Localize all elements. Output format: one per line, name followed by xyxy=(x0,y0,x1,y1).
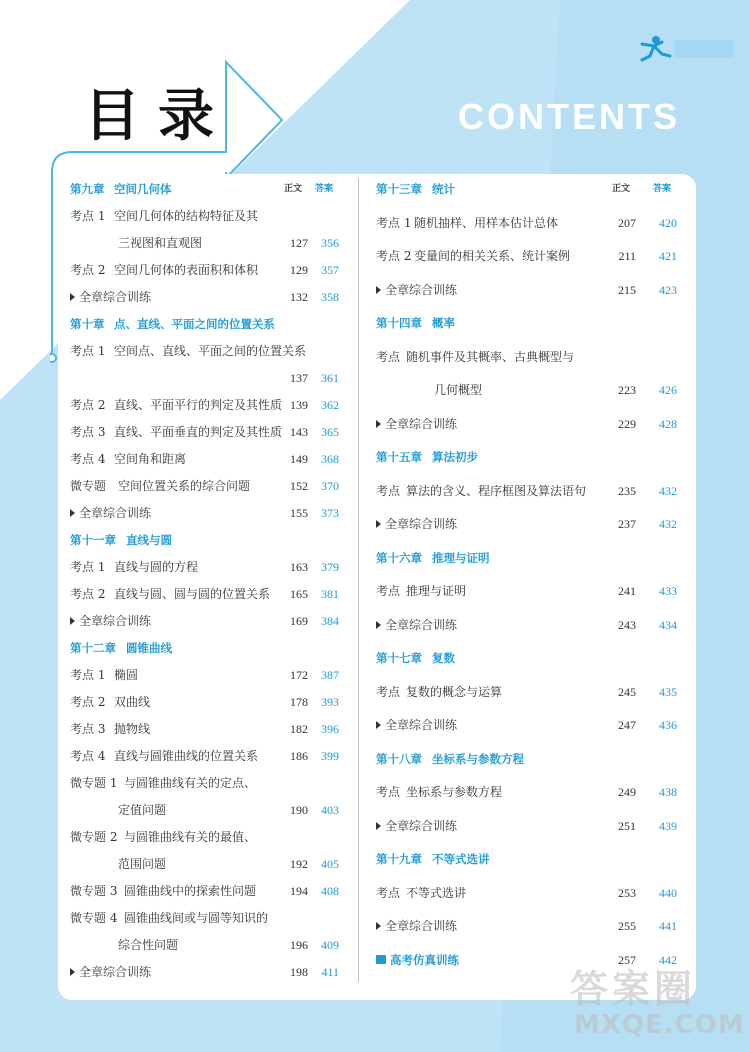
triangle-bullet-icon xyxy=(376,420,381,428)
toc-answer-page: 441 xyxy=(659,919,677,933)
toc-page-number: 223 xyxy=(618,383,636,397)
toc-answer-page: 368 xyxy=(321,452,339,466)
toc-page-number: 229 xyxy=(618,416,636,431)
toc-answer-page: 439 xyxy=(659,818,677,833)
toc-page-number: 257 xyxy=(618,952,636,967)
chapter-label: 第十一章 xyxy=(70,533,116,547)
toc-page-number: 165 xyxy=(290,587,308,601)
chapter-title: 圆锥曲线 xyxy=(126,641,172,655)
toc-answer-page: 432 xyxy=(659,517,677,531)
toc-item-text: 算法的含义、程序框图及算法语句 xyxy=(406,483,587,498)
toc-item-text: 双曲线 xyxy=(114,695,151,709)
toc-page-number: 139 xyxy=(290,398,308,412)
toc-page-number: 249 xyxy=(618,785,636,799)
toc-item-text: 空间几何体的结构特征及其 xyxy=(114,209,259,223)
toc-page-number: 152 xyxy=(290,479,308,493)
toc-page-number: 129 xyxy=(290,263,308,277)
chapter-label: 第十八章 xyxy=(376,751,422,766)
toc-page-number: 245 xyxy=(618,684,636,699)
toc-review-text: 全章综合训练 xyxy=(79,290,152,304)
toc-answer-page: 379 xyxy=(321,560,339,574)
toc-item-text: 空间位置关系的综合问题 xyxy=(118,479,251,493)
toc-item-label: 考点 xyxy=(376,684,401,699)
toc-item-text: 不等式选讲 xyxy=(406,885,467,900)
toc-item-label: 考点 1 xyxy=(70,560,106,574)
toc-item-label: 考点 4 xyxy=(70,749,106,763)
toc-page-number: 192 xyxy=(290,857,308,871)
toc-page-number: 149 xyxy=(290,452,308,466)
toc-answer-page: 361 xyxy=(321,371,339,385)
toc-item-label: 考点 3 xyxy=(70,722,106,736)
chapter-title: 坐标系与参数方程 xyxy=(432,751,524,766)
toc-page-number: 194 xyxy=(290,884,308,898)
chapter-title: 复数 xyxy=(432,651,455,665)
triangle-bullet-icon xyxy=(70,293,75,301)
toc-item-label: 考点 1 xyxy=(70,344,106,358)
toc-page-number: 143 xyxy=(290,425,308,439)
toc-item-text: 直线、平面垂直的判定及其性质 xyxy=(114,425,283,439)
toc-review-text: 全章综合训练 xyxy=(385,919,458,933)
toc-item-text: 抛物线 xyxy=(114,722,151,736)
toc-answer-page: 373 xyxy=(321,506,339,520)
toc-page-number: 127 xyxy=(290,236,308,250)
toc-item-text: 椭圆 xyxy=(114,668,139,682)
toc-page-number: 190 xyxy=(290,803,308,817)
toc-answer-page: 408 xyxy=(321,884,339,898)
toc-item-label: 考点 2 xyxy=(70,398,106,412)
toc-item-label: 考点 4 xyxy=(70,452,106,466)
toc-page-number: 253 xyxy=(618,885,636,900)
toc-item-label: 考点 2 xyxy=(376,249,412,263)
toc-review-text: 全章综合训练 xyxy=(385,416,458,431)
toc-answer-page: 438 xyxy=(659,785,677,799)
toc-item-text-continued: 范围问题 xyxy=(118,857,167,871)
toc-item-label: 考点 1 xyxy=(70,668,106,682)
toc-page-number: 132 xyxy=(290,290,308,304)
triangle-bullet-icon xyxy=(70,509,75,517)
triangle-bullet-icon xyxy=(376,286,381,294)
toc-answer-page: 362 xyxy=(321,398,339,412)
toc-special-text: 高考仿真训练 xyxy=(390,952,459,967)
answer-column-header: 答案 xyxy=(315,184,334,194)
toc-page-number: 155 xyxy=(290,506,308,520)
toc-item-label: 考点 xyxy=(376,483,401,498)
toc-page-number: 196 xyxy=(290,938,308,952)
toc-page-number: 255 xyxy=(618,919,636,933)
toc-answer-page: 381 xyxy=(321,587,339,601)
chapter-label: 第十章 xyxy=(70,317,105,331)
toc-item-label: 考点 xyxy=(376,349,401,364)
toc-item-label: 考点 1 xyxy=(376,215,412,230)
toc-item-text: 随机事件及其概率、古典概型与 xyxy=(406,349,575,364)
chapter-label: 第十六章 xyxy=(376,550,422,565)
chapter-label: 第十九章 xyxy=(376,852,422,866)
toc-item-label: 考点 1 xyxy=(70,209,106,223)
toc-item-text: 与圆锥曲线有关的最值、 xyxy=(124,830,257,844)
chapter-title: 直线与圆 xyxy=(126,533,172,547)
watermark-logo-text: 答案圈 xyxy=(570,967,697,1011)
triangle-bullet-icon xyxy=(376,520,381,528)
chapter-label: 第十五章 xyxy=(376,450,422,464)
toc-item-label: 考点 xyxy=(376,885,401,900)
toc-item-text: 直线与圆、圆与圆的位置关系 xyxy=(114,587,271,601)
page-column-header: 正文 xyxy=(612,184,631,194)
toc-answer-page: 357 xyxy=(321,263,339,277)
toc-review-text: 全章综合训练 xyxy=(79,506,152,520)
toc-item-label: 考点 2 xyxy=(70,587,106,601)
toc-answer-page: 399 xyxy=(321,749,339,763)
toc-item-text: 坐标系与参数方程 xyxy=(406,785,503,799)
chapter-title: 概率 xyxy=(432,316,455,330)
toc-page-number: 172 xyxy=(290,668,308,682)
chapter-title: 不等式选讲 xyxy=(432,852,490,866)
toc-answer-page: 403 xyxy=(321,803,339,817)
page-column-header: 正文 xyxy=(284,184,303,194)
toc-answer-page: 393 xyxy=(321,695,339,709)
toc-answer-page: 432 xyxy=(659,483,677,498)
toc-page-number: 241 xyxy=(618,584,636,598)
toc-answer-page: 421 xyxy=(659,249,677,263)
triangle-bullet-icon xyxy=(70,617,75,625)
toc-answer-page: 405 xyxy=(321,857,339,871)
toc-item-text: 空间角和距离 xyxy=(114,452,187,466)
toc-answer-page: 365 xyxy=(321,425,339,439)
book-icon xyxy=(376,955,386,964)
toc-review-text: 全章综合训练 xyxy=(79,614,152,628)
toc-answer-page: 433 xyxy=(659,584,677,598)
toc-answer-page: 436 xyxy=(659,718,677,732)
toc-page-number: 137 xyxy=(290,371,308,385)
toc-item-label: 微专题 4 xyxy=(70,911,118,925)
toc-answer-page: 409 xyxy=(321,938,339,952)
toc-page-number: 247 xyxy=(618,718,636,732)
toc-page-number: 182 xyxy=(290,722,308,736)
toc-item-label: 微专题 2 xyxy=(70,830,118,844)
chapter-title: 空间几何体 xyxy=(114,182,172,196)
toc-item-text-continued: 几何概型 xyxy=(434,383,483,397)
toc-item-text-continued: 三视图和直观图 xyxy=(118,236,203,250)
toc-answer-page: 426 xyxy=(659,383,677,397)
toc-item-label: 考点 xyxy=(376,785,401,799)
toc-item-text: 圆锥曲线中的探索性问题 xyxy=(124,884,257,898)
toc-item-label: 微专题 3 xyxy=(70,884,118,898)
toc-item-text: 随机抽样、用样本估计总体 xyxy=(414,215,559,230)
runner-icon xyxy=(634,34,734,64)
toc-item-text-continued: 综合性问题 xyxy=(118,938,179,952)
toc-answer-page: 356 xyxy=(321,236,339,250)
toc-review-text: 全章综合训练 xyxy=(385,818,458,833)
toc-item-label: 考点 3 xyxy=(70,425,106,439)
toc-review-text: 全章综合训练 xyxy=(385,718,458,732)
toc-answer-page: 384 xyxy=(321,614,339,628)
toc-review-text: 全章综合训练 xyxy=(385,617,458,632)
contents-card xyxy=(58,174,696,1000)
toc-answer-page: 442 xyxy=(659,952,677,967)
toc-page-number: 243 xyxy=(618,617,636,632)
toc-review-text: 全章综合训练 xyxy=(385,517,458,531)
toc-item-label: 微专题 1 xyxy=(70,776,118,790)
chapter-title: 推理与证明 xyxy=(432,550,490,565)
chapter-label: 第九章 xyxy=(70,182,105,196)
chapter-label: 第十三章 xyxy=(376,182,422,196)
column-divider xyxy=(358,178,359,982)
toc-answer-page: 370 xyxy=(321,479,339,493)
toc-answer-page: 440 xyxy=(659,885,677,900)
toc-answer-page: 420 xyxy=(659,215,677,230)
toc-page-number: 207 xyxy=(618,215,636,230)
chapter-title: 算法初步 xyxy=(432,450,478,464)
toc-page-number: 163 xyxy=(290,560,308,574)
toc-answer-page: 358 xyxy=(321,290,339,304)
toc-item-label: 考点 xyxy=(376,584,401,598)
toc-item-text-continued: 定值问题 xyxy=(118,803,167,817)
toc-page-number: 198 xyxy=(290,965,308,979)
toc-item-text: 直线、平面平行的判定及其性质 xyxy=(114,398,283,412)
toc-item-text: 复数的概念与运算 xyxy=(406,684,503,699)
contents-heading: CONTENTS xyxy=(458,96,680,137)
answer-column-header: 答案 xyxy=(653,184,672,194)
toc-review-text: 全章综合训练 xyxy=(385,282,458,297)
chapter-label: 第十七章 xyxy=(376,651,422,665)
toc-page-number: 251 xyxy=(618,818,636,833)
toc-page-number: 215 xyxy=(618,282,636,297)
toc-page-number: 178 xyxy=(290,695,308,709)
toc-answer-page: 434 xyxy=(659,617,677,632)
toc-item-text: 空间几何体的表面积和体积 xyxy=(114,263,259,277)
chapter-title: 点、直线、平面之间的位置关系 xyxy=(114,317,275,331)
toc-answer-page: 423 xyxy=(659,282,677,297)
toc-item-text: 变量间的相关关系、统计案例 xyxy=(414,249,571,263)
triangle-bullet-icon xyxy=(376,621,381,629)
triangle-bullet-icon xyxy=(376,922,381,930)
toc-answer-page: 387 xyxy=(321,668,339,682)
page-title: 目录 xyxy=(84,84,232,149)
triangle-bullet-icon xyxy=(376,721,381,729)
toc-page-number: 211 xyxy=(618,249,636,263)
toc-item-text: 与圆锥曲线有关的定点、 xyxy=(124,776,257,790)
chapter-title: 统计 xyxy=(432,182,455,196)
toc-answer-page: 411 xyxy=(321,965,339,979)
toc-page-number: 235 xyxy=(618,483,636,498)
toc-answer-page: 396 xyxy=(321,722,339,736)
toc-answer-page: 435 xyxy=(659,684,677,699)
watermark-url: MXQE.COM xyxy=(574,1010,745,1040)
toc-item-text: 直线与圆的方程 xyxy=(114,560,199,574)
toc-item-text: 直线与圆锥曲线的位置关系 xyxy=(114,749,259,763)
toc-item-text: 圆锥曲线间或与圆等知识的 xyxy=(124,911,269,925)
watermark xyxy=(570,958,745,1040)
triangle-bullet-icon xyxy=(70,968,75,976)
toc-item-label: 微专题 xyxy=(70,479,107,493)
chapter-label: 第十四章 xyxy=(376,316,422,330)
toc-item-label: 考点 2 xyxy=(70,263,106,277)
toc-item-text: 空间点、直线、平面之间的位置关系 xyxy=(114,344,307,358)
toc-answer-page: 428 xyxy=(659,416,677,431)
toc-review-text: 全章综合训练 xyxy=(79,965,152,979)
toc-page-number: 237 xyxy=(618,517,636,531)
triangle-bullet-icon xyxy=(376,822,381,830)
toc-item-text: 推理与证明 xyxy=(406,584,467,598)
toc-item-label: 考点 2 xyxy=(70,695,106,709)
chapter-label: 第十二章 xyxy=(70,641,116,655)
toc-page-number: 169 xyxy=(290,614,308,628)
toc-page-number: 186 xyxy=(290,749,308,763)
